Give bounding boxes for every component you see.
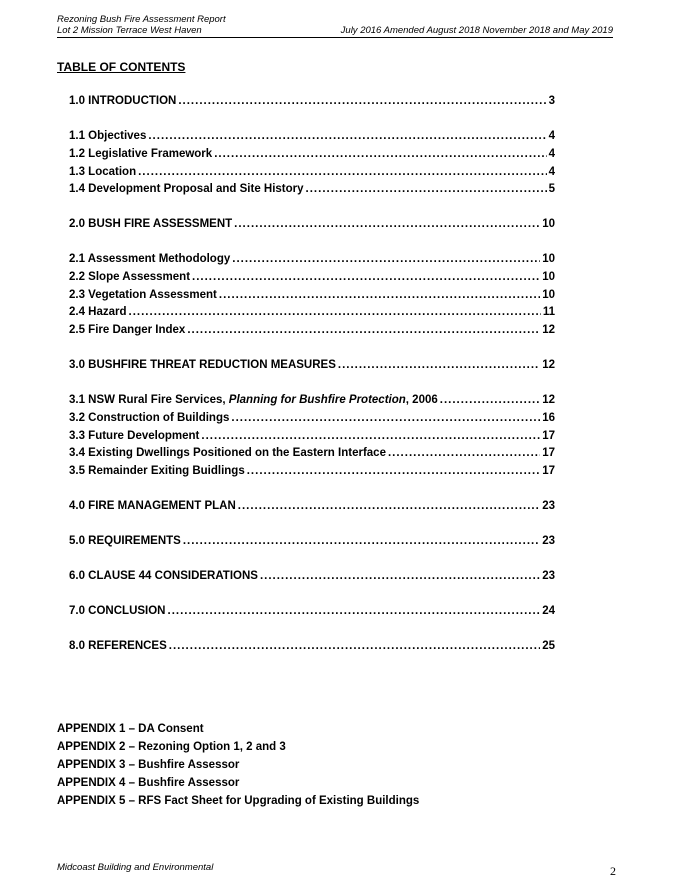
page-number: 2 <box>610 864 616 878</box>
toc-entry[interactable]: 5.0 REQUIREMENTS ..... 23 <box>69 534 555 548</box>
toc-entry[interactable]: 3.0 BUSHFIRE THREAT REDUCTION MEASURES ..... 12 <box>69 358 555 372</box>
toc-entry[interactable]: 2.4 Hazard ..... 11 <box>69 305 555 319</box>
appendix-item: APPENDIX 3 – Bushfire Assessor <box>57 759 240 771</box>
toc-entry[interactable]: 1.3 Location ..... 4 <box>69 165 555 179</box>
toc-entry[interactable]: 3.3 Future Development ..... 17 <box>69 429 555 443</box>
header-report-title: Rezoning Bush Fire Assessment Report <box>57 14 226 25</box>
toc-entry[interactable]: 1.0 INTRODUCTION ..... 3 <box>69 94 555 108</box>
footer-company: Midcoast Building and Environmental <box>57 862 214 873</box>
header-line <box>57 25 613 38</box>
toc-entry[interactable]: 1.2 Legislative Framework ..... 4 <box>69 147 555 161</box>
appendix-item: APPENDIX 4 – Bushfire Assessor <box>57 777 240 789</box>
toc-entry[interactable]: 1.4 Development Proposal and Site History ..... 5 <box>69 182 555 196</box>
toc-entry[interactable]: 2.5 Fire Danger Index ..... 12 <box>69 323 555 337</box>
toc-entry[interactable]: 1.1 Objectives ..... 4 <box>69 129 555 143</box>
toc-title: TABLE OF CONTENTS <box>57 60 186 74</box>
header-site: Lot 2 Mission Terrace West Haven <box>57 25 202 36</box>
appendix-item: APPENDIX 5 – RFS Fact Sheet for Upgrading of Existing Buildings <box>57 795 420 807</box>
header-dates: July 2016 Amended August 2018 November 2018 and May 2019 <box>340 25 613 36</box>
toc-entry[interactable]: 3.5 Remainder Exiting Buidlings ..... 17 <box>69 464 555 478</box>
toc-entry[interactable]: 2.1 Assessment Methodology ..... 10 <box>69 252 555 266</box>
toc-entry[interactable]: 7.0 CONCLUSION ..... 24 <box>69 604 555 618</box>
toc-entry[interactable]: 3.4 Existing Dwellings Positioned on the Eastern Interface ..... 17 <box>69 446 555 460</box>
appendix-item: APPENDIX 1 – DA Consent <box>57 723 204 735</box>
appendix-item: APPENDIX 2 – Rezoning Option 1, 2 and 3 <box>57 741 286 753</box>
toc-entry[interactable]: 2.0 BUSH FIRE ASSESSMENT ..... 10 <box>69 217 555 231</box>
toc-entry[interactable]: 2.2 Slope Assessment ..... 10 <box>69 270 555 284</box>
toc-entry[interactable]: 6.0 CLAUSE 44 CONSIDERATIONS ..... 23 <box>69 569 555 583</box>
toc-entry[interactable]: 2.3 Vegetation Assessment ..... 10 <box>69 288 555 302</box>
toc-entry[interactable]: 8.0 REFERENCES ..... 25 <box>69 639 555 653</box>
toc-entry[interactable]: 3.2 Construction of Buildings ..... 16 <box>69 411 555 425</box>
toc-entry[interactable]: 3.1 NSW Rural Fire Services, Planning for Bushfire Protection, 2006 ..... 12 <box>69 393 555 407</box>
toc-entry[interactable]: 4.0 FIRE MANAGEMENT PLAN ..... 23 <box>69 499 555 513</box>
